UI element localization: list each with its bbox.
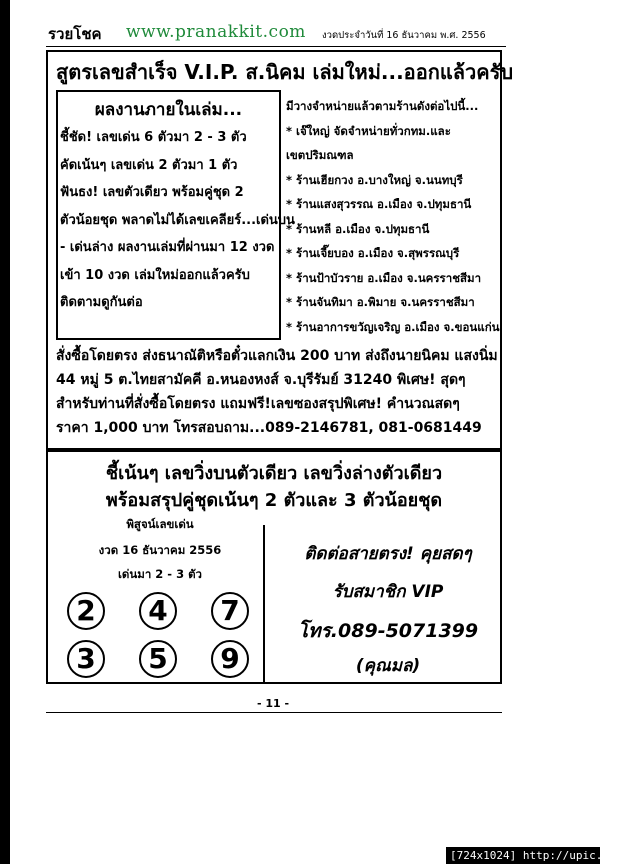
- vertical-divider: [263, 525, 265, 684]
- results-line: ติดตามดูกันต่อ: [60, 295, 143, 310]
- main-headline: สูตรเลขสำเร็จ V.I.P. ส.นิคม เล่มใหม่...ออกแล้วครับ: [56, 60, 514, 84]
- results-line: ตัวน้อยชุด พลาดไม่ได้เลขเคลียร์...เด่นบน: [60, 212, 295, 228]
- promo-headline-2: พร้อมสรุปคู่ชุดเน้นๆ 2 ตัวและ 3 ตัวน้อยชุด: [105, 490, 443, 511]
- number-ball: 9: [211, 640, 249, 678]
- draw-date: งวด 16 ธันวาคม 2556: [98, 543, 222, 557]
- results-line: - เด่นล่าง ผลงานเล่มที่ผ่านมา 12 งวด: [60, 240, 275, 255]
- shops-list: [286, 94, 500, 339]
- order-line: สำหรับท่านที่สั่งซื้อโดยตรง แถมฟรี!เลขซองสรุปพิเศษ! คำนวณสดๆ: [56, 396, 460, 412]
- shop-line: * ร้านเฮียกวง อ.บางใหญ่ จ.นนทบุรี: [286, 172, 463, 187]
- shop-line: * เจ๊ใหญ่ จัดจำหน่ายทั่วกทม.และ: [286, 123, 451, 138]
- results-line: เข้า 10 งวด เล่มใหม่ออกแล้วครับ: [60, 267, 250, 283]
- header-date: งวดประจำวันที่ 16 ธันวาคม พ.ศ. 2556: [322, 30, 486, 41]
- order-line: สั่งซื้อโดยตรง ส่งธนาณัติหรือตั๋วแลกเงิน 200 บาท ส่งถึงนายนิคม แสงนิ่ม: [56, 348, 498, 364]
- upload-watermark: [724x1024] http://upic.me/: [446, 847, 600, 864]
- number-ball: 3: [67, 640, 105, 678]
- number-ball: 7: [211, 592, 249, 630]
- promo-headline-1: ชี้เน้นๆ เลขวิ่งบนตัวเดียว เลขวิ่งล่างตัวเดียว: [105, 463, 443, 484]
- order-info: [56, 344, 496, 440]
- number-ball: 5: [139, 640, 177, 678]
- order-line: ราคา 1,000 บาท โทรสอบถาม...089-2146781, 081-0681449: [56, 420, 482, 436]
- shop-line: * ร้านหลี อ.เมือง จ.ปทุมธานี: [286, 221, 430, 236]
- order-line: 44 หมู่ 5 ต.ไทยสามัคคี อ.หนองหงส์ จ.บุรีรัมย์ 31240 พิเศษ! สุดๆ: [56, 372, 466, 388]
- shop-line: * ร้านจันทิมา อ.พิมาย จ.นครราชสีมา: [286, 295, 475, 309]
- scan-left-border: [0, 0, 10, 864]
- header-rule: [46, 46, 506, 47]
- page-number: - 11 -: [256, 697, 290, 710]
- shop-line: * ร้านแสงสุวรรณ อ.เมือง จ.ปทุมธานี: [286, 197, 472, 211]
- shop-line: มีวางจำหน่ายแล้วตามร้านดังต่อไปนี้...: [286, 99, 479, 113]
- draw-label: พิสูจน์เลขเด่น: [126, 517, 194, 531]
- shop-line: * ร้านป้าบัวราย อ.เมือง จ.นครราชสีมา: [286, 270, 482, 285]
- contact-line: รับสมาชิก VIP: [332, 582, 444, 602]
- number-ball: 2: [67, 592, 105, 630]
- results-line: คัดเน้นๆ เลขเด่น 2 ตัวมา 1 ตัว: [60, 157, 238, 173]
- shop-line: * ร้านอาการขวัญเจริญ อ.เมือง จ.ขอนแก่น: [286, 319, 500, 334]
- results-box-body: [60, 124, 295, 317]
- shop-line: เขตปริมณฑล: [286, 148, 354, 162]
- results-line: ฟันธง! เลขตัวเดียว พร้อมคู่ชุด 2: [60, 185, 244, 200]
- results-box-title: ผลงานภายในเล่ม...: [94, 100, 243, 120]
- shop-line: * ร้านเจี๊ยบอง อ.เมือง จ.สุพรรณบุรี: [286, 246, 460, 260]
- results-line: ชี้ชัด! เลขเด่น 6 ตัวมา 2 - 3 ตัว: [60, 130, 247, 145]
- footer-rule: [46, 712, 502, 713]
- draw-sub: เด่นมา 2 - 3 ตัว: [117, 567, 202, 581]
- header-brand: รวยโชค: [48, 25, 102, 43]
- header-url[interactable]: www.pranakkit.com: [126, 22, 306, 42]
- number-ball: 4: [139, 592, 177, 630]
- contact-line: ติดต่อสายตรง! คุยสดๆ: [304, 544, 472, 564]
- contact-name: (คุณมล): [355, 656, 421, 676]
- contact-phone: โทร.089-5071399: [297, 620, 479, 642]
